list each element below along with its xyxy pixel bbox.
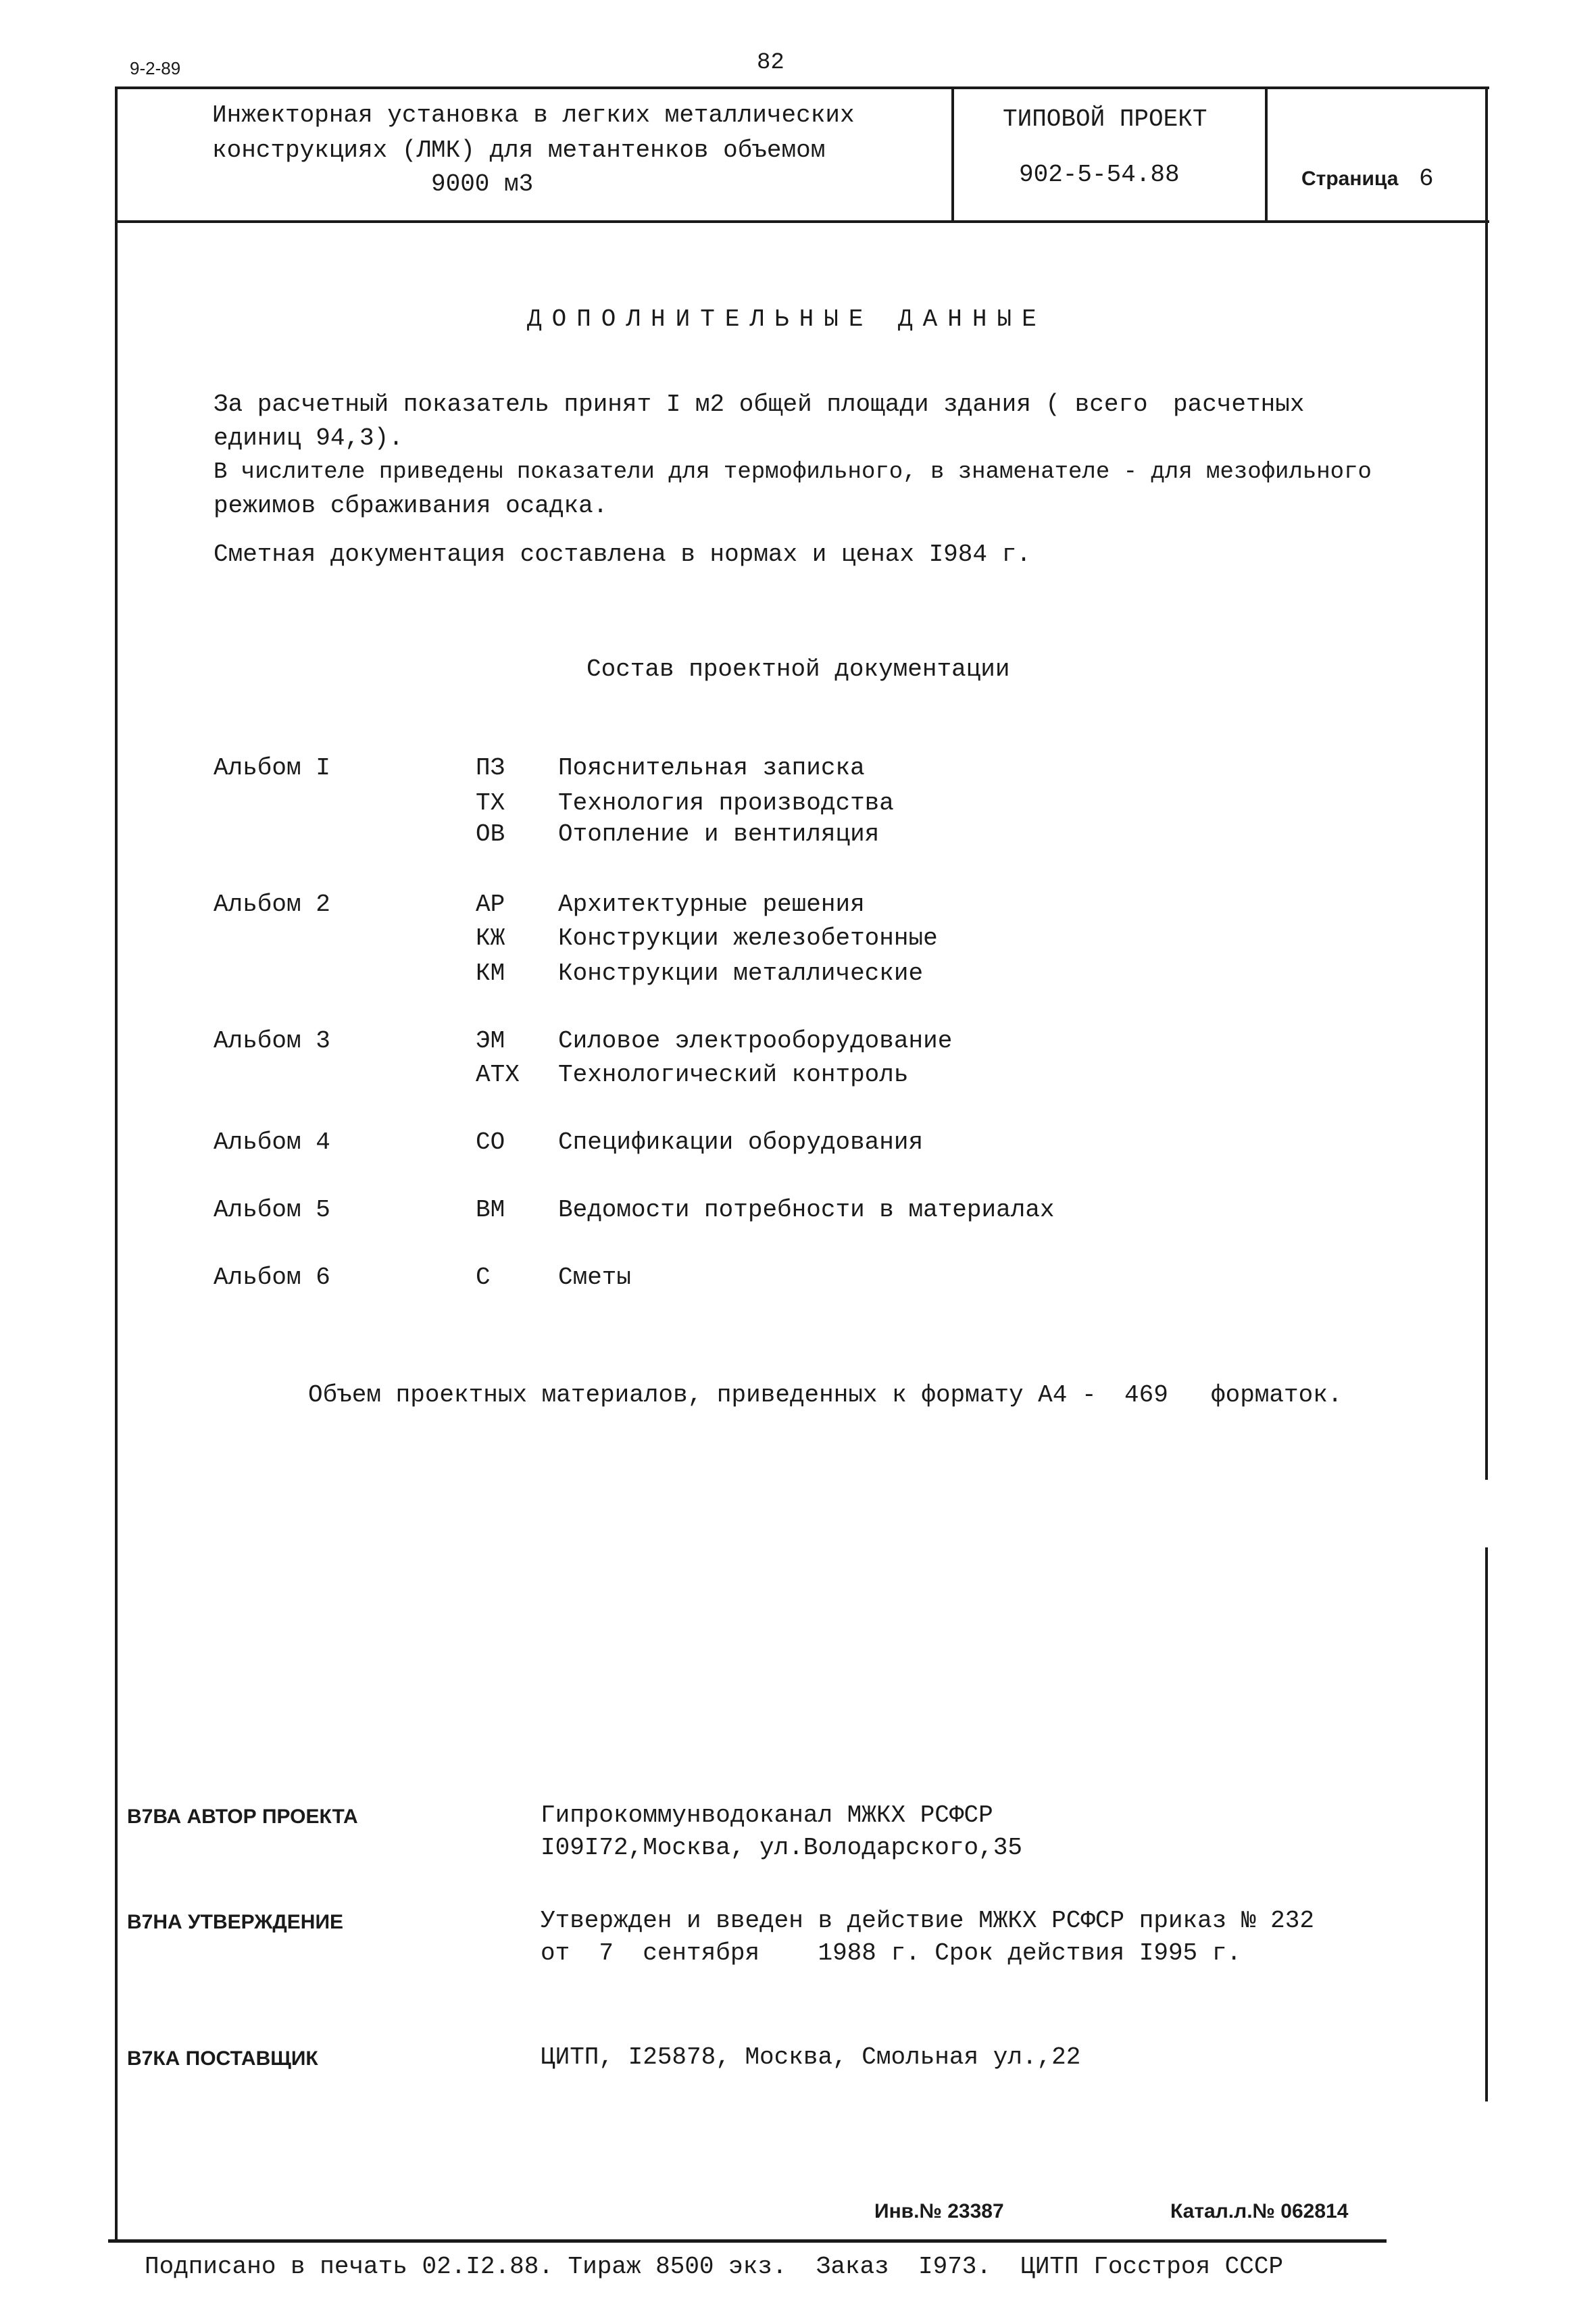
frame-top <box>115 86 1489 89</box>
paragraph-3: Сметная документация составлена в нормах и ценах I984 г. <box>214 541 1031 568</box>
paragraph-1-line-1: За расчетный показатель принят I м2 общей площади здания ( всего <box>214 391 1148 418</box>
document-code: 9-2-89 <box>130 58 181 78</box>
album-2-name-1: Архитектурные решения <box>558 891 865 918</box>
inventory-number: Инв.№ 23387 <box>874 2200 1004 2222</box>
sheet-number: 82 <box>757 50 784 76</box>
volume-label: Объем проектных материалов, приведенных к формату А4 - <box>308 1381 1097 1409</box>
supplier-line-1: ЦИТП, I25878, Москва, Смольная ул.,22 <box>541 2043 1081 2071</box>
header-title-line1: Инжекторная установка в легких металлических <box>212 101 855 129</box>
album-3-code-1: ЭМ <box>476 1027 505 1055</box>
album-6-code-1: С <box>476 1264 491 1291</box>
album-2-name-3: Конструкции металлические <box>558 960 924 987</box>
album-1-code-1: ПЗ <box>476 754 505 782</box>
approval-line-1: Утвержден и введен в действие МЖКХ РСФСР приказ № 232 <box>541 1907 1314 1935</box>
album-3-code-2: АТХ <box>476 1061 520 1089</box>
album-3-label: Альбом 3 <box>214 1027 330 1055</box>
album-4-name-1: Спецификации оборудования <box>558 1128 924 1156</box>
paragraph-1-line-2: единиц 94,3). <box>214 424 403 452</box>
album-2-code-1: АР <box>476 891 505 918</box>
paragraph-2-line-1: В числителе приведены показатели для термофильного, в знаменателе - для мезофильного <box>214 459 1372 485</box>
project-number: 902-5-54.88 <box>1019 161 1180 189</box>
album-2-code-2: КЖ <box>476 924 505 952</box>
frame-right-lower <box>1485 1547 1488 2101</box>
album-5-label: Альбом 5 <box>214 1196 330 1224</box>
volume-value: 469 <box>1124 1381 1168 1409</box>
section-title: ДОПОЛНИТЕЛЬНЫЕ ДАННЫЕ <box>527 305 1047 333</box>
approval-line-2: от 7 сентября 1988 г. Срок действия I995 г. <box>541 1939 1241 1967</box>
page-value: 6 <box>1419 165 1434 193</box>
album-1-label: Альбом I <box>214 754 330 782</box>
album-1-name-2: Технология производства <box>558 789 894 817</box>
album-2-name-2: Конструкции железобетонные <box>558 924 938 952</box>
album-5-name-1: Ведомости потребности в материалах <box>558 1196 1055 1224</box>
header-title-line2: конструкциях (ЛМК) для метантенков объемом <box>212 136 826 164</box>
volume-unit: форматок. <box>1211 1381 1343 1409</box>
album-2-code-3: КМ <box>476 960 505 987</box>
frame-bottom <box>108 2239 1387 2243</box>
album-4-code-1: СО <box>476 1128 505 1156</box>
album-1-code-3: ОВ <box>476 820 505 848</box>
approval-label: В7НА УТВЕРЖДЕНИЕ <box>127 1911 344 1933</box>
header-divider-2 <box>1265 86 1268 222</box>
composition-title: Состав проектной документации <box>587 655 1010 683</box>
header-divider-1 <box>951 86 954 222</box>
frame-left <box>115 86 118 2242</box>
frame-right-upper <box>1485 86 1488 1480</box>
album-1-name-1: Пояснительная записка <box>558 754 865 782</box>
paragraph-1-line-1-tail: расчетных <box>1173 391 1305 418</box>
header-title-line3: 9000 м3 <box>431 170 534 198</box>
page-label: Страница <box>1301 168 1399 190</box>
album-1-name-3: Отопление и вентиляция <box>558 820 880 848</box>
album-3-name-2: Технологический контроль <box>558 1061 909 1089</box>
album-6-name-1: Сметы <box>558 1264 632 1291</box>
album-2-label: Альбом 2 <box>214 891 330 918</box>
album-5-code-1: ВМ <box>476 1196 505 1224</box>
author-line-1: Гипрокоммунводоканал МЖКХ РСФСР <box>541 1801 993 1829</box>
album-6-label: Альбом 6 <box>214 1264 330 1291</box>
author-line-2: I09I72,Москва, ул.Володарского,35 <box>541 1834 1022 1862</box>
album-1-code-2: ТХ <box>476 789 505 817</box>
album-4-label: Альбом 4 <box>214 1128 330 1156</box>
author-label: В7ВА АВТОР ПРОЕКТА <box>127 1806 358 1828</box>
paragraph-2-line-2: режимов сбраживания осадка. <box>214 492 608 520</box>
supplier-label: В7КА ПОСТАВЩИК <box>127 2047 318 2070</box>
catalog-number: Катал.л.№ 062814 <box>1170 2200 1349 2222</box>
header-bottom-line <box>115 220 1489 223</box>
print-imprint: Подписано в печать 02.I2.88. Тираж 8500 экз. Заказ I973. ЦИТП Госстроя СССР <box>145 2253 1284 2281</box>
album-3-name-1: Силовое электрооборудование <box>558 1027 953 1055</box>
project-type: ТИПОВОЙ ПРОЕКТ <box>1003 105 1207 133</box>
